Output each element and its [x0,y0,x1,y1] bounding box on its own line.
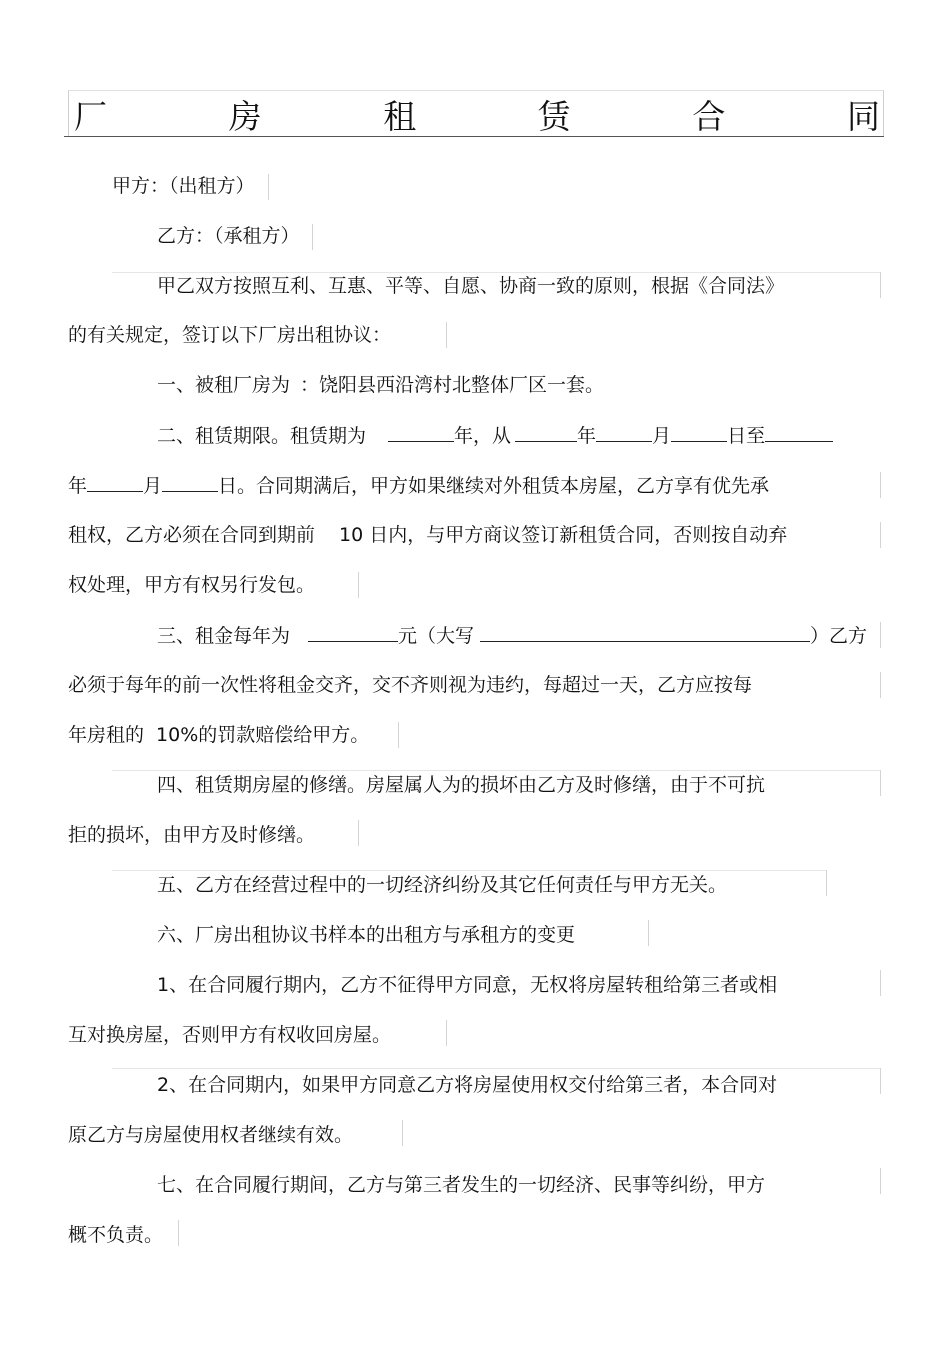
clause-7-line-1: 七、在合同履行期间，乙方与第三者发生的一切经济、民事等纠纷，甲方 [157,1174,766,1196]
clause-2-line-2 [68,472,769,499]
guide-mark [880,672,881,698]
title-char-6: 同 [846,96,880,136]
clause-2-text: 年 [577,425,597,447]
title-char-4: 赁 [537,96,571,136]
clause-3-line-3 [68,722,369,748]
clause-2-text: 二、租赁期限。租赁期为 [157,425,367,447]
guide-mark [880,622,881,648]
clause-6: 六、厂房出租协议书样本的出租方与承租方的变更 [157,924,576,946]
title-char-2: 房 [228,96,262,136]
intro-line-2: 的有关规定，签订以下厂房出租协议： [68,324,392,346]
title-char-5: 合 [692,96,726,136]
clause-4-line-2: 拒的损坏，由甲方及时修缮。 [68,824,316,846]
clause-3-text: 元（大写 [398,625,475,647]
clause-4-line-1: 四、租赁期房屋的修缮。房屋属人为的损坏由乙方及时修缮，由于不可抗 [157,774,766,796]
guide-mark [880,1068,881,1094]
clause-3-text: 三、租金每年为 [157,625,291,647]
guide-mark [402,1120,403,1146]
clause-1 [157,372,604,398]
guide-mark [398,722,399,748]
blank-start-year [515,422,577,442]
clause-3-text: ）乙方 [810,625,868,647]
guide-mark [178,1220,179,1246]
guide-mark [358,572,359,598]
clause-1-label: 一、被租厂房为 [157,374,291,396]
title-char-1: 厂 [74,96,107,136]
clause-2-text: 年，从 [454,425,512,447]
party-b-line: 乙方：（承租方） [157,225,300,247]
blank-start-day [671,422,727,442]
sub-clause-1-line-1: 1、在合同履行期内，乙方不征得甲方同意，无权将房屋转租给第三者或相 [157,974,778,996]
guide-mark [880,472,881,498]
guide-mark [826,870,827,896]
guide-mark [880,522,881,548]
clause-2-text: 月 [143,475,163,497]
clause-7-line-2: 概不负责。 [68,1224,164,1246]
guide-mark [880,272,881,298]
blank-rent-amount [308,622,398,642]
guide-mark [446,1020,447,1046]
clause-2-text: 租权，乙方必须在合同到期前 [68,524,316,546]
clause-2-text: 日。合同期满后，甲方如果继续对外租赁本房屋，乙方享有优先承 [218,475,770,497]
sub-clause-1-line-2: 互对换房屋，否则甲方有权收回房屋。 [68,1024,392,1046]
guide-mark [446,322,447,348]
clause-1-value: ：饶阳县西沿湾村北整体厂区一套。 [300,374,605,396]
party-a-line: 甲方：（出租方） [112,175,255,197]
penalty-rate: 10% [156,724,199,746]
clause-3-line-1 [157,622,867,649]
clause-3-text: 年房租的 [68,724,145,746]
blank-term-years [388,422,454,442]
blank-start-month [596,422,652,442]
title-underline [64,136,884,137]
page-title [74,92,880,136]
clause-5: 五、乙方在经营过程中的一切经济纠纷及其它任何责任与甲方无关。 [157,874,728,896]
guide-mark [880,1168,881,1194]
clause-2-line-1 [157,422,833,449]
guide-mark [312,224,313,250]
guide-mark [268,174,269,200]
clause-2-text: 年 [68,475,88,497]
clause-2-text: 10 日内，与甲方商议签订新租赁合同，否则按自动弃 [339,524,788,546]
clause-2-line-3 [68,522,787,548]
blank-end-month [87,472,143,492]
guide-mark [358,820,359,846]
clause-2-line-4: 权处理，甲方有权另行发包。 [68,574,316,596]
clause-3-text: 的罚款赔偿给甲方。 [198,724,370,746]
blank-end-year-part [765,422,833,442]
sub-clause-2-line-2: 原乙方与房屋使用权者继续有效。 [68,1124,354,1146]
title-char-3: 租 [383,96,417,136]
blank-rent-in-words [480,622,810,642]
guide-mark [112,870,826,871]
guide-mark [648,920,649,946]
guide-mark [880,970,881,996]
sub-clause-2-line-1: 2、在合同期内，如果甲方同意乙方将房屋使用权交付给第三者，本合同对 [157,1074,778,1096]
guide-mark [112,1068,880,1069]
guide-mark [880,770,881,796]
blank-end-day [162,472,218,492]
intro-line-1: 甲乙双方按照互利、互惠、平等、自愿、协商一致的原则，根据《合同法》 [157,275,785,297]
clause-2-text: 日至 [727,425,766,447]
clause-2-text: 月 [652,425,672,447]
guide-mark [112,770,880,771]
clause-3-line-2: 必须于每年的前一次性将租金交齐，交不齐则视为违约，每超过一天，乙方应按每 [68,674,753,696]
